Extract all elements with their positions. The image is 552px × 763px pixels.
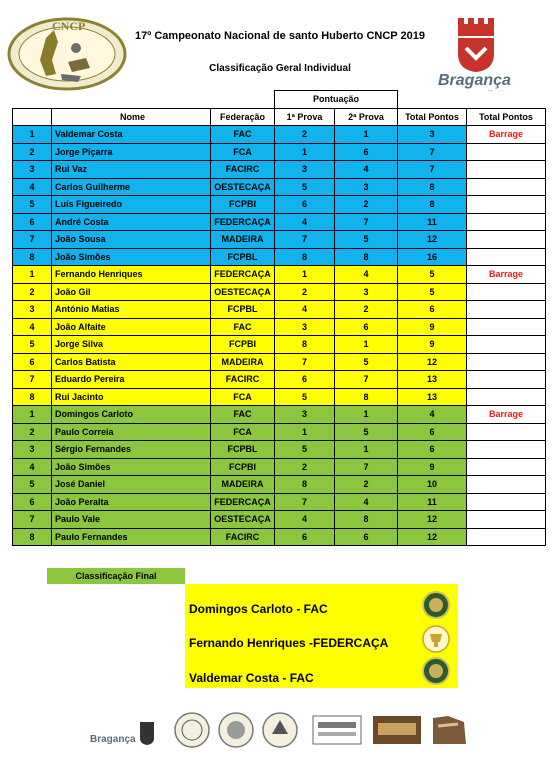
cell-name: Carlos Guilherme	[52, 178, 211, 196]
cell-rank: 3	[13, 441, 52, 459]
cell-total: 12	[398, 231, 467, 249]
cell-federation: FCPBL	[211, 441, 275, 459]
cell-barrage	[467, 213, 546, 231]
cell-name: João Sousa	[52, 231, 211, 249]
cell-federation: FCPBI	[211, 336, 275, 354]
table-row	[13, 388, 546, 406]
table-row	[13, 161, 546, 179]
final-classification-label: Classificação Final	[47, 568, 185, 584]
table-row	[13, 371, 546, 389]
cell-barrage	[467, 371, 546, 389]
cell-barrage	[467, 178, 546, 196]
cell-federation: MADEIRA	[211, 353, 275, 371]
cell-prova1: 2	[275, 126, 335, 144]
cell-barrage: Barrage	[467, 406, 546, 424]
cell-prova2: 5	[335, 423, 398, 441]
cell-rank: 7	[13, 231, 52, 249]
cell-total: 13	[398, 388, 467, 406]
medal-icon	[421, 590, 451, 620]
table-row	[13, 336, 546, 354]
trophy-icon	[421, 624, 451, 654]
cell-barrage	[467, 423, 546, 441]
cell-rank: 3	[13, 161, 52, 179]
cell-barrage	[467, 318, 546, 336]
cell-federation: FAC	[211, 406, 275, 424]
table-row	[13, 493, 546, 511]
cell-federation: FCA	[211, 143, 275, 161]
cell-prova1: 1	[275, 423, 335, 441]
cell-prova2: 6	[335, 318, 398, 336]
cell-total: 7	[398, 161, 467, 179]
cell-name: João Alfaite	[52, 318, 211, 336]
cell-rank: 1	[13, 406, 52, 424]
cell-prova1: 5	[275, 388, 335, 406]
cell-prova1: 4	[275, 301, 335, 319]
cell-total: 16	[398, 248, 467, 266]
cell-prova2: 1	[335, 441, 398, 459]
cell-rank: 8	[13, 528, 52, 546]
cell-rank: 5	[13, 476, 52, 494]
cncp-logo	[6, 16, 128, 92]
cell-prova1: 6	[275, 528, 335, 546]
cell-prova1: 8	[275, 476, 335, 494]
cell-prova2: 5	[335, 353, 398, 371]
cell-prova1: 7	[275, 353, 335, 371]
cell-federation: FCPBL	[211, 248, 275, 266]
pontuacao-header: Pontuação	[275, 91, 398, 109]
cell-federation: FEDERCAÇA	[211, 266, 275, 284]
cell-barrage	[467, 476, 546, 494]
cell-name: Luís Figueiredo	[52, 196, 211, 214]
cell-rank: 2	[13, 143, 52, 161]
table-row	[13, 196, 546, 214]
cell-federation: OESTECAÇA	[211, 283, 275, 301]
svg-text:Bragança: Bragança	[90, 734, 136, 745]
cell-federation: FCPBI	[211, 196, 275, 214]
cell-barrage	[467, 143, 546, 161]
cell-prova1: 8	[275, 336, 335, 354]
cell-total: 8	[398, 178, 467, 196]
header-prova2: 2ª Prova	[335, 108, 398, 126]
cell-barrage	[467, 161, 546, 179]
cell-total: 5	[398, 266, 467, 284]
cell-federation: FCPBL	[211, 301, 275, 319]
cell-prova2: 1	[335, 126, 398, 144]
cell-federation: FACIRC	[211, 528, 275, 546]
cell-prova2: 8	[335, 511, 398, 529]
table-row	[13, 126, 546, 144]
cell-prova2: 3	[335, 178, 398, 196]
cell-prova2: 1	[335, 336, 398, 354]
table-row	[13, 231, 546, 249]
table-row	[13, 301, 546, 319]
cell-barrage	[467, 353, 546, 371]
cell-total: 6	[398, 301, 467, 319]
cell-prova1: 2	[275, 458, 335, 476]
cell-prova2: 6	[335, 143, 398, 161]
cell-barrage	[467, 441, 546, 459]
header-total: Total Pontos	[398, 108, 467, 126]
header-prova1: 1ª Prova	[275, 108, 335, 126]
cell-rank: 1	[13, 266, 52, 284]
cell-prova2: 7	[335, 371, 398, 389]
page-subtitle: Classificação Geral Individual	[209, 63, 351, 74]
cell-name: Paulo Vale	[52, 511, 211, 529]
cell-name: João Gil	[52, 283, 211, 301]
cell-name: Paulo Correia	[52, 423, 211, 441]
cell-total: 12	[398, 511, 467, 529]
cell-name: Jorge Piçarra	[52, 143, 211, 161]
header-rank	[13, 108, 52, 126]
cell-total: 9	[398, 318, 467, 336]
cell-name: José Daniel	[52, 476, 211, 494]
table-row	[13, 476, 546, 494]
cell-name: Jorge Silva	[52, 336, 211, 354]
cell-name: Valdemar Costa	[52, 126, 211, 144]
cell-barrage	[467, 528, 546, 546]
medal-icon	[421, 656, 451, 686]
table-row	[13, 458, 546, 476]
cell-name: Paulo Fernandes	[52, 528, 211, 546]
cell-prova1: 3	[275, 406, 335, 424]
table-row	[13, 213, 546, 231]
cell-total: 5	[398, 283, 467, 301]
cell-rank: 3	[13, 301, 52, 319]
cell-total: 11	[398, 493, 467, 511]
sponsor-logos	[88, 708, 488, 752]
cell-federation: FCA	[211, 388, 275, 406]
cell-prova2: 7	[335, 458, 398, 476]
cell-federation: OESTECAÇA	[211, 178, 275, 196]
cell-name: João Peralta	[52, 493, 211, 511]
svg-text:CNCP: CNCP	[52, 19, 86, 33]
cell-rank: 2	[13, 283, 52, 301]
cell-rank: 6	[13, 353, 52, 371]
cell-total: 8	[398, 196, 467, 214]
cell-name: João Simões	[52, 458, 211, 476]
table-row	[13, 441, 546, 459]
column-header-row	[13, 108, 546, 126]
cell-barrage: Barrage	[467, 126, 546, 144]
results-table	[12, 90, 546, 546]
cell-barrage	[467, 248, 546, 266]
cell-rank: 4	[13, 318, 52, 336]
cell-total: 9	[398, 336, 467, 354]
cell-federation: FACIRC	[211, 371, 275, 389]
final-classification-box	[185, 584, 458, 688]
cell-federation: FEDERCAÇA	[211, 493, 275, 511]
cell-name: Fernando Henriques	[52, 266, 211, 284]
cell-prova2: 8	[335, 248, 398, 266]
table-row	[13, 406, 546, 424]
cell-name: Sérgio Fernandes	[52, 441, 211, 459]
cell-rank: 5	[13, 196, 52, 214]
cell-rank: 8	[13, 248, 52, 266]
table-row	[13, 266, 546, 284]
cell-prova1: 6	[275, 196, 335, 214]
cell-prova2: 4	[335, 161, 398, 179]
cell-prova2: 8	[335, 388, 398, 406]
cell-name: Rui Vaz	[52, 161, 211, 179]
header-total-final: Total Pontos	[467, 108, 546, 126]
cell-barrage	[467, 196, 546, 214]
page-title: 17º Campeonato Nacional de santo Huberto CNCP 2019	[135, 30, 425, 42]
final-first: Domingos Carloto - FAC	[189, 602, 328, 616]
cell-prova1: 3	[275, 161, 335, 179]
cell-prova2: 2	[335, 301, 398, 319]
cell-rank: 7	[13, 511, 52, 529]
cell-prova1: 1	[275, 143, 335, 161]
cell-prova1: 5	[275, 178, 335, 196]
cell-total: 6	[398, 441, 467, 459]
cell-total: 13	[398, 371, 467, 389]
cell-barrage	[467, 231, 546, 249]
cell-prova1: 4	[275, 511, 335, 529]
cell-federation: FEDERCAÇA	[211, 213, 275, 231]
cell-barrage	[467, 493, 546, 511]
cell-total: 7	[398, 143, 467, 161]
cell-rank: 1	[13, 126, 52, 144]
header-federacao: Federação	[211, 108, 275, 126]
cell-prova2: 7	[335, 213, 398, 231]
cell-federation: MADEIRA	[211, 476, 275, 494]
cell-total: 4	[398, 406, 467, 424]
cell-barrage	[467, 458, 546, 476]
cell-name: Carlos Batista	[52, 353, 211, 371]
cell-prova1: 4	[275, 213, 335, 231]
cell-name: André Costa	[52, 213, 211, 231]
cell-barrage	[467, 388, 546, 406]
table-row	[13, 511, 546, 529]
cell-prova1: 8	[275, 248, 335, 266]
cell-prova1: 7	[275, 493, 335, 511]
cell-prova2: 1	[335, 406, 398, 424]
cell-rank: 2	[13, 423, 52, 441]
cell-federation: MADEIRA	[211, 231, 275, 249]
cell-name: Eduardo Pereira	[52, 371, 211, 389]
cell-federation: OESTECAÇA	[211, 511, 275, 529]
cell-barrage	[467, 511, 546, 529]
cell-total: 10	[398, 476, 467, 494]
table-row	[13, 283, 546, 301]
cell-prova1: 1	[275, 266, 335, 284]
final-second: Fernando Henriques -FEDERCAÇA	[189, 636, 389, 650]
cell-rank: 4	[13, 458, 52, 476]
cell-prova1: 3	[275, 318, 335, 336]
cell-total: 12	[398, 353, 467, 371]
cell-barrage: Barrage	[467, 266, 546, 284]
table-row	[13, 528, 546, 546]
cell-total: 11	[398, 213, 467, 231]
braganca-wordmark: Bragança	[438, 72, 511, 89]
cell-prova2: 4	[335, 493, 398, 511]
cell-prova1: 5	[275, 441, 335, 459]
cell-rank: 4	[13, 178, 52, 196]
cell-federation: FCPBI	[211, 458, 275, 476]
cell-name: António Matias	[52, 301, 211, 319]
cell-prova1: 7	[275, 231, 335, 249]
cell-name: Rui Jacinto	[52, 388, 211, 406]
cell-rank: 8	[13, 388, 52, 406]
cell-barrage	[467, 301, 546, 319]
cell-rank: 5	[13, 336, 52, 354]
cell-federation: FACIRC	[211, 161, 275, 179]
cell-federation: FAC	[211, 126, 275, 144]
header-nome: Nome	[52, 108, 211, 126]
cell-prova2: 3	[335, 283, 398, 301]
table-row	[13, 423, 546, 441]
table-row	[13, 248, 546, 266]
table-row	[13, 353, 546, 371]
cell-prova1: 6	[275, 371, 335, 389]
cell-federation: FCA	[211, 423, 275, 441]
cell-total: 3	[398, 126, 467, 144]
cell-federation: FAC	[211, 318, 275, 336]
cell-prova1: 2	[275, 283, 335, 301]
cell-name: Domingos Carloto	[52, 406, 211, 424]
cell-barrage	[467, 283, 546, 301]
cell-prova2: 2	[335, 476, 398, 494]
cell-barrage	[467, 336, 546, 354]
table-row	[13, 143, 546, 161]
cell-name: João Simões	[52, 248, 211, 266]
cell-total: 9	[398, 458, 467, 476]
table-row	[13, 178, 546, 196]
cell-rank: 6	[13, 213, 52, 231]
table-row	[13, 318, 546, 336]
cell-rank: 7	[13, 371, 52, 389]
cell-total: 12	[398, 528, 467, 546]
cell-prova2: 2	[335, 196, 398, 214]
cell-total: 6	[398, 423, 467, 441]
cell-prova2: 6	[335, 528, 398, 546]
cell-prova2: 5	[335, 231, 398, 249]
final-third: Valdemar Costa - FAC	[189, 671, 314, 685]
cell-prova2: 4	[335, 266, 398, 284]
cell-rank: 6	[13, 493, 52, 511]
